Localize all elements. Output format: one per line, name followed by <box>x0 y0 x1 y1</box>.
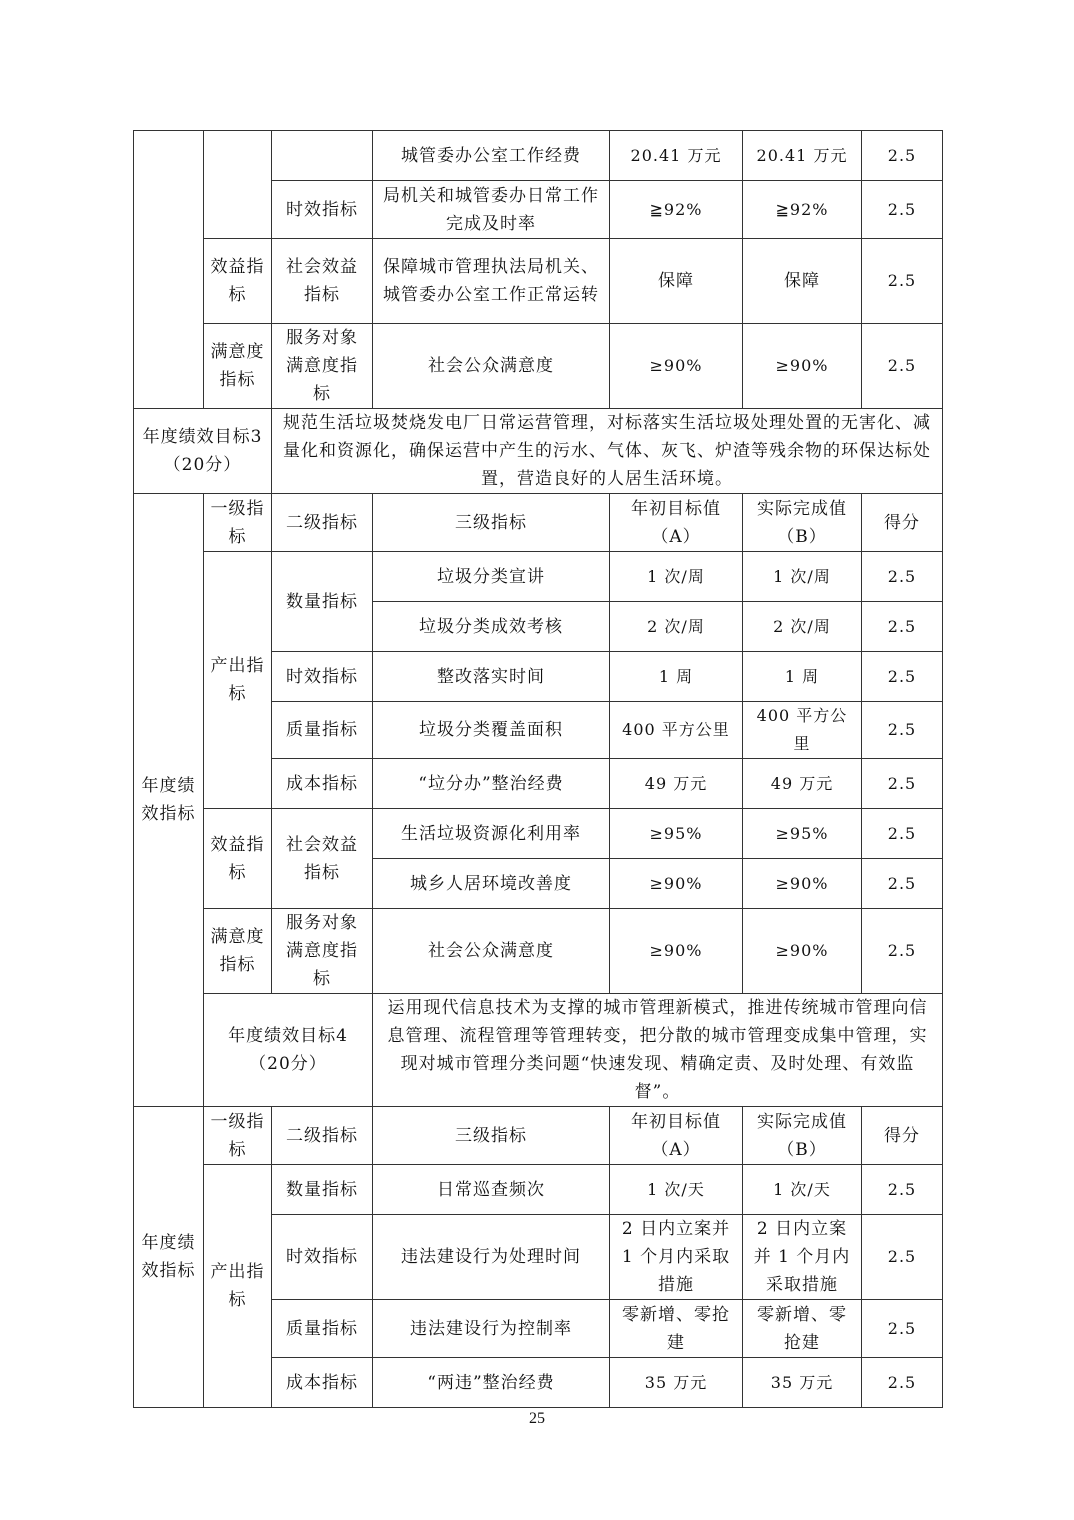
l3-cell: “垃分办”整治经费 <box>373 759 610 809</box>
header-score: 得分 <box>862 1107 943 1165</box>
page-number: 25 <box>529 1410 545 1427</box>
header-l3: 三级指标 <box>373 1107 610 1165</box>
l3-cell: 整改落实时间 <box>373 652 610 702</box>
l3-cell: 社会公众满意度 <box>373 324 610 409</box>
l3-cell: 社会公众满意度 <box>373 909 610 994</box>
l3-cell: 局机关和城管委办日常工作完成及时率 <box>373 181 610 239</box>
l3-cell: 垃圾分类覆盖面积 <box>373 702 610 759</box>
goal-row <box>134 409 943 494</box>
target-cell: 49 万元 <box>610 759 743 809</box>
table-row <box>134 809 943 859</box>
score-cell: 2.5 <box>862 239 943 324</box>
l2-cell: 服务对象满意度指标 <box>272 909 373 994</box>
goal-text: 规范生活垃圾焚烧发电厂日常运营管理，对标落实生活垃圾处理处置的无害化、减量化和资源化，确保运营中产生的污水、气体、灰飞、炉渣等残余物的环保达标处置，营造良好的人居生活环境。 <box>272 409 943 494</box>
side-label: 年度绩效指标 <box>134 494 204 1107</box>
goal-text: 运用现代信息技术为支撑的城市管理新模式，推进传统城市管理向信息管理、流程管理等管理转变，把分散的城市管理变成集中管理，实现对城市管理分类问题“快速发现、精确定责、及时处理、有效监督”。 <box>373 994 943 1107</box>
score-cell: 2.5 <box>862 552 943 602</box>
target-cell: ≥90% <box>610 859 743 909</box>
l1-cell: 效益指标 <box>204 809 272 909</box>
score-cell: 2.5 <box>862 1300 943 1358</box>
table-row <box>134 552 943 602</box>
l2-cell-continued <box>272 131 373 181</box>
target-cell: 1 周 <box>610 652 743 702</box>
target-cell: ≥90% <box>610 324 743 409</box>
score-cell: 2.5 <box>862 324 943 409</box>
actual-cell: ≥95% <box>743 809 862 859</box>
target-cell: 20.41 万元 <box>610 131 743 181</box>
l2-cell: 数量指标 <box>272 552 373 652</box>
actual-cell: ≥90% <box>743 324 862 409</box>
l2-cell: 成本指标 <box>272 1358 373 1408</box>
target-cell: ≥95% <box>610 809 743 859</box>
actual-cell: 35 万元 <box>743 1358 862 1408</box>
target-cell: 零新增、零抢建 <box>610 1300 743 1358</box>
header-actual: 实际完成值（B） <box>743 494 862 552</box>
l2-cell: 时效指标 <box>272 652 373 702</box>
l1-cell: 效益指标 <box>204 239 272 324</box>
score-cell: 2.5 <box>862 652 943 702</box>
l3-cell: 垃圾分类成效考核 <box>373 602 610 652</box>
l3-cell: 日常巡查频次 <box>373 1165 610 1215</box>
actual-cell: 保障 <box>743 239 862 324</box>
target-cell: 2 日内立案并 1 个月内采取措施 <box>610 1215 743 1300</box>
l3-cell: 城管委办公室工作经费 <box>373 131 610 181</box>
actual-cell: 2 日内立案并 1 个月内采取措施 <box>743 1215 862 1300</box>
l3-cell: 城乡人居环境改善度 <box>373 859 610 909</box>
l3-cell: 违法建设行为控制率 <box>373 1300 610 1358</box>
side-label: 年度绩效指标 <box>134 1107 204 1408</box>
l2-cell: 社会效益指标 <box>272 809 373 909</box>
performance-table <box>133 130 943 1408</box>
score-cell: 2.5 <box>862 602 943 652</box>
header-target: 年初目标值（A） <box>610 494 743 552</box>
header-target: 年初目标值（A） <box>610 1107 743 1165</box>
score-cell: 2.5 <box>862 181 943 239</box>
actual-cell: 1 周 <box>743 652 862 702</box>
l3-cell: 违法建设行为处理时间 <box>373 1215 610 1300</box>
goal-label: 年度绩效目标3（20分） <box>134 409 272 494</box>
score-cell: 2.5 <box>862 1358 943 1408</box>
l2-cell: 时效指标 <box>272 181 373 239</box>
l1-cell: 产出指标 <box>204 552 272 809</box>
header-l1: 一级指标 <box>204 494 272 552</box>
header-actual: 实际完成值（B） <box>743 1107 862 1165</box>
header-l3: 三级指标 <box>373 494 610 552</box>
score-cell: 2.5 <box>862 1215 943 1300</box>
score-cell: 2.5 <box>862 131 943 181</box>
l2-cell: 服务对象满意度指标 <box>272 324 373 409</box>
score-cell: 2.5 <box>862 809 943 859</box>
actual-cell: 1 次/周 <box>743 552 862 602</box>
score-cell: 2.5 <box>862 859 943 909</box>
target-cell: ≧92% <box>610 181 743 239</box>
l1-cell: 产出指标 <box>204 1165 272 1408</box>
l2-cell: 质量指标 <box>272 1300 373 1358</box>
l2-cell: 社会效益指标 <box>272 239 373 324</box>
table-row <box>134 1165 943 1215</box>
score-cell: 2.5 <box>862 759 943 809</box>
actual-cell: ≥90% <box>743 909 862 994</box>
l3-cell: 生活垃圾资源化利用率 <box>373 809 610 859</box>
actual-cell: 49 万元 <box>743 759 862 809</box>
l2-cell: 质量指标 <box>272 702 373 759</box>
header-l2: 二级指标 <box>272 494 373 552</box>
actual-cell: 20.41 万元 <box>743 131 862 181</box>
l1-cell-continued <box>204 131 272 239</box>
target-cell: 2 次/周 <box>610 602 743 652</box>
actual-cell: 2 次/周 <box>743 602 862 652</box>
score-cell: 2.5 <box>862 909 943 994</box>
actual-cell: 1 次/天 <box>743 1165 862 1215</box>
actual-cell: 400 平方公里 <box>743 702 862 759</box>
header-l2: 二级指标 <box>272 1107 373 1165</box>
target-cell: ≥90% <box>610 909 743 994</box>
target-cell: 保障 <box>610 239 743 324</box>
target-cell: 35 万元 <box>610 1358 743 1408</box>
l1-cell: 满意度指标 <box>204 909 272 994</box>
l3-cell: 保障城市管理执法局机关、城管委办公室工作正常运转 <box>373 239 610 324</box>
l3-cell: “两违”整治经费 <box>373 1358 610 1408</box>
l2-cell: 时效指标 <box>272 1215 373 1300</box>
l2-cell: 成本指标 <box>272 759 373 809</box>
table-row <box>134 324 943 409</box>
table-row <box>134 239 943 324</box>
l3-cell: 垃圾分类宣讲 <box>373 552 610 602</box>
actual-cell: ≥90% <box>743 859 862 909</box>
actual-cell: ≧92% <box>743 181 862 239</box>
header-row <box>134 1107 943 1165</box>
header-score: 得分 <box>862 494 943 552</box>
target-cell: 1 次/周 <box>610 552 743 602</box>
l2-cell: 数量指标 <box>272 1165 373 1215</box>
target-cell: 400 平方公里 <box>610 702 743 759</box>
l1-cell: 满意度指标 <box>204 324 272 409</box>
score-cell: 2.5 <box>862 1165 943 1215</box>
table-row <box>134 131 943 181</box>
side-cell-continued <box>134 131 204 409</box>
target-cell: 1 次/天 <box>610 1165 743 1215</box>
goal-label: 年度绩效目标4（20分） <box>204 994 373 1107</box>
header-row <box>134 494 943 552</box>
goal-row <box>134 994 943 1107</box>
table-row <box>134 909 943 994</box>
header-l1: 一级指标 <box>204 1107 272 1165</box>
score-cell: 2.5 <box>862 702 943 759</box>
actual-cell: 零新增、零抢建 <box>743 1300 862 1358</box>
